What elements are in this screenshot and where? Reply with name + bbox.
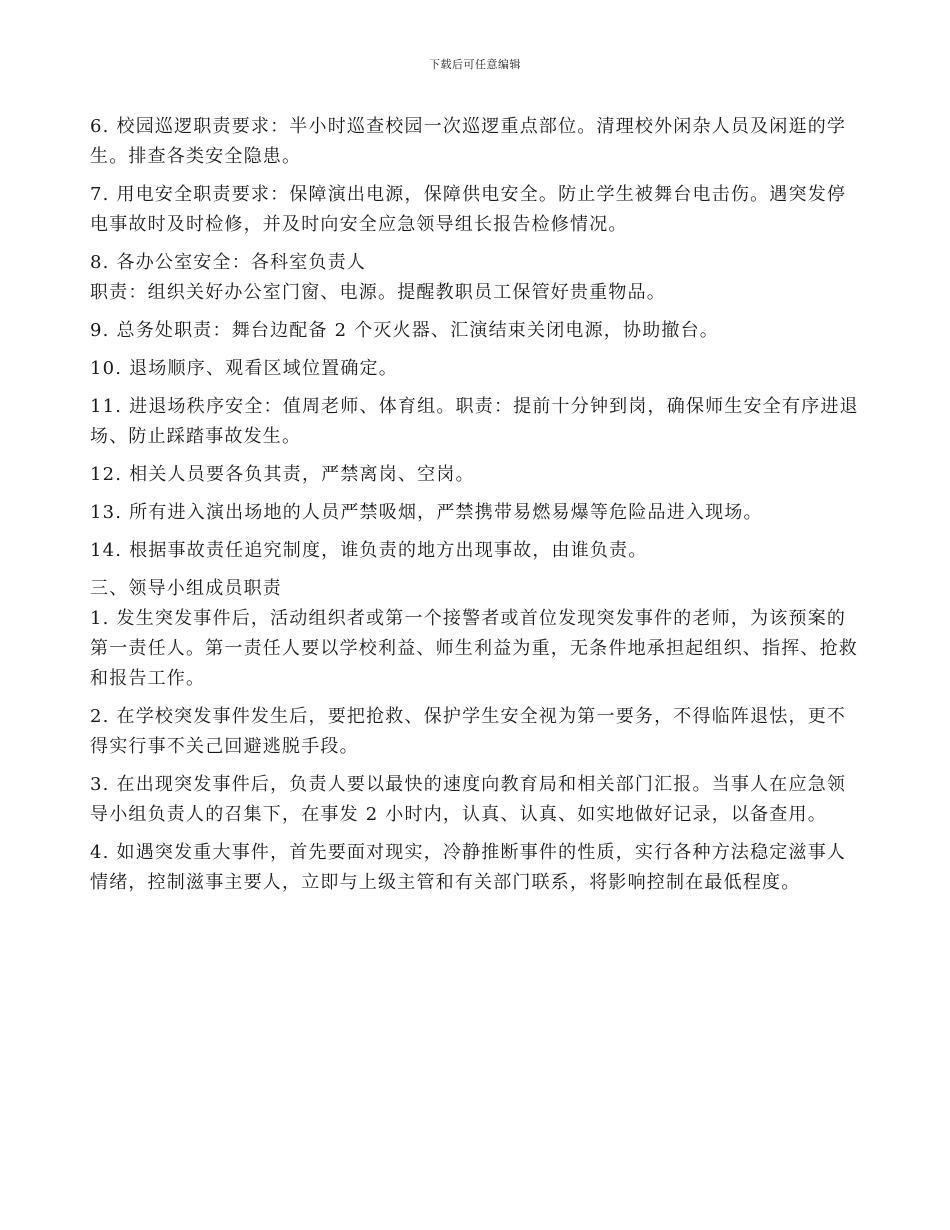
paragraph-item-10: 10. 退场顺序、观看区域位置确定。 bbox=[90, 358, 398, 379]
section-heading-3: 三、领导小组成员职责 bbox=[90, 578, 282, 599]
paragraph-item-6: 6. 校园巡逻职责要求：半小时巡查校园一次巡逻重点部位。清理校外闲杂人员及闲逛的学生。排查各类安全隐患。 bbox=[90, 116, 847, 167]
section-3-item-1: 1. 发生突发事件后，活动组织者或第一个接警者或首位发现突发事件的老师，为该预案的第一责任人。第一责任人要以学校利益、师生利益为重，无条件地承担起组织、指挥、抢救和报告工作。 bbox=[90, 608, 858, 689]
section-3-item-4: 4. 如遇突发重大事件，首先要面对现实，冷静推断事件的性质，实行各种方法稳定滋事人情绪，控制滋事主要人，立即与上级主管和有关部门联系，将影响控制在最低程度。 bbox=[90, 842, 847, 893]
paragraph-item-12: 12. 相关人员要各负其责，严禁离岗、空岗。 bbox=[90, 464, 475, 485]
paragraph-item-11: 11. 进退场秩序安全：值周老师、体育组。职责：提前十分钟到岗，确保师生安全有序进退场、防止踩踏事故发生。 bbox=[90, 396, 859, 447]
paragraph-item-8-duty: 职责：组织关好办公室门窗、电源。提醒教职员工保管好贵重物品。 bbox=[90, 282, 666, 303]
paragraph-item-7: 7. 用电安全职责要求：保障演出电源，保障供电安全。防止学生被舞台电击伤。遇突发停电事故时及时检修，并及时向安全应急领导组长报告检修情况。 bbox=[90, 184, 847, 235]
section-3-item-3: 3. 在出现突发事件后，负责人要以最快的速度向教育局和相关部门汇报。当事人在应急领导小组负责人的召集下，在事发 2 小时内，认真、认真、如实地做好记录，以备查用。 bbox=[90, 774, 847, 825]
paragraph-item-14: 14. 根据事故责任追究制度，谁负责的地方出现事故，由谁负责。 bbox=[90, 540, 648, 561]
section-3-item-2: 2. 在学校突发事件发生后，要把抢救、保护学生安全视为第一要务，不得临阵退怯，更不得实行事不关己回避逃脱手段。 bbox=[90, 706, 847, 757]
page-header: 下载后可任意编辑 bbox=[429, 58, 521, 71]
document-body bbox=[90, 112, 865, 906]
paragraph-item-13: 13. 所有进入演出场地的人员严禁吸烟，严禁携带易燃易爆等危险品进入现场。 bbox=[90, 502, 763, 523]
paragraph-item-9: 9. 总务处职责：舞台边配备 2 个灭火器、汇演结束关闭电源，协助撤台。 bbox=[90, 320, 719, 341]
paragraph-item-8-title: 8. 各办公室安全：各科室负责人 bbox=[90, 252, 367, 273]
